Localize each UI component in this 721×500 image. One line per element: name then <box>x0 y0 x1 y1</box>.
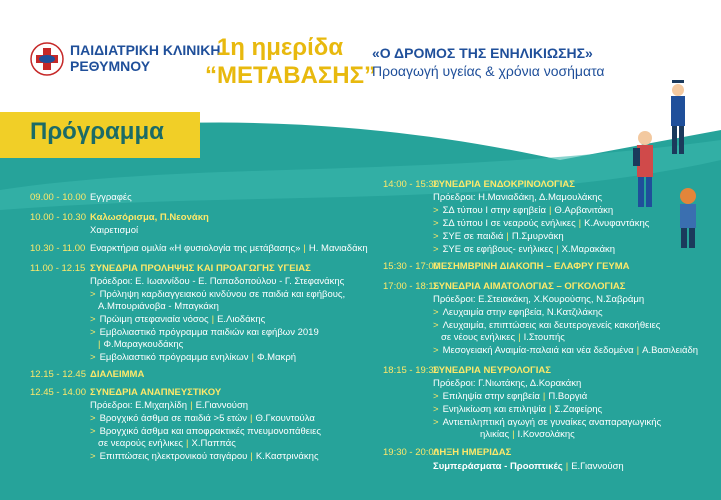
clinic-line2: ΡΕΘΥΜΝΟΥ <box>70 58 151 74</box>
event: Εναρκτήρια ομιλία «Η φυσιολογία της μετάβασης» <box>90 243 301 254</box>
schedule-row: 10.30 - 11.00 Εναρκτήρια ομιλία «Η φυσιολογία της μετάβασης» | Η. Μανιαδάκη <box>30 243 368 254</box>
talk-speaker: Π.Σμυρνάκη <box>511 231 564 242</box>
talk-speaker: Α.Μπουριάνοβα - Μπαγκάκη <box>98 301 219 312</box>
time: 14:00 - 15:30 <box>383 179 439 190</box>
talk-speaker: Ι.Στουπής <box>523 332 565 343</box>
event: Εγγραφές <box>90 192 132 203</box>
chairs: Πρόεδροι: Ε. Ιωαννίδου - Ε. Παπαδοπούλου - Γ. Στεφανάκης <box>90 276 345 287</box>
talk: > Πρώιμη στεφανιαία νόσος | Ε.Λιοδάκης <box>90 314 266 325</box>
talk: > Βρογχικό άσθμα και αποφρακτικές πνευμονοπάθειες <box>90 426 321 437</box>
talk: > ΣΔ τύπου Ι στην εφηβεία | Θ.Αρβανιτάκη <box>433 205 614 216</box>
talk-title: Πρόληψη καρδιαγγειακού κινδύνου σε παιδιά και εφήβους, <box>99 289 346 300</box>
session-title: ΣΥΝΕΔΡΙΑ ΝΕΥΡΟΛΟΓΙΑΣ <box>433 365 551 376</box>
talk-speaker: Χ.Μαρακάκη <box>561 244 616 255</box>
talk-title: Πρώιμη στεφανιαία νόσος <box>99 314 209 325</box>
talk-title: Ενηλικίωση και επιληψία <box>442 404 547 415</box>
session-title: ΣΥΝΕΔΡΙΑ ΑΙΜΑΤΟΛΟΓΙΑΣ – ΟΓΚΟΛΟΓΙΑΣ <box>433 281 626 292</box>
talk-cont: ηλικίας | Ι.Κονσολάκης <box>480 429 575 440</box>
time: 17:00 - 18:15 <box>383 281 439 292</box>
event: ΔΙΑΛΕΙΜΜΑ <box>90 369 145 380</box>
talk-cont: σε νέους ενήλικες | Ι.Στουπής <box>441 332 565 343</box>
talk: > ΣΥΕ σε παιδιά | Π.Σμυρνάκη <box>433 231 564 242</box>
event-theme <box>372 44 605 80</box>
students-illustration <box>600 70 721 270</box>
time: 18:15 - 19:30 <box>383 365 439 376</box>
program-title: Πρόγραμμα <box>30 118 164 145</box>
talk-speaker: Α.Βασιλειάδη <box>642 345 699 356</box>
talk-speaker: Κ.Καστρινάκης <box>255 451 319 462</box>
talk-title: Λευχαιμία, επιπτώσεις και δευτερογενείς κακοήθειες <box>442 320 661 331</box>
talk-speaker: Ε.Γιαννούση <box>571 461 624 472</box>
talk-speaker: Φ.Μακρή <box>256 352 297 363</box>
event: Καλωσόρισμα, Π.Νεονάκη <box>90 212 209 223</box>
schedule-row <box>383 260 630 273</box>
schedule-row <box>30 191 132 204</box>
speaker: Η. Μανιαδάκη <box>308 243 368 254</box>
time: 12.45 - 14.00 <box>30 387 86 398</box>
talk: > Λευχαιμία, επιπτώσεις και δευτερογενείς κακοήθειες <box>433 320 661 331</box>
talk: Συμπεράσματα - Προοπτικές | Ε.Γιαννούση <box>433 461 624 472</box>
event-title <box>205 34 377 90</box>
talk: > Επιπτώσεις ηλεκτρονικού τσιγάρου | Κ.Καστρινάκης <box>90 451 319 462</box>
time: 19:30 - 20:00 <box>383 447 439 458</box>
talk-title: Βρογχικό άσθμα σε παιδιά >5 ετών <box>99 413 248 424</box>
clinic-line1: ΠΑΙΔΙΑΤΡΙΚΗ ΚΛΙΝΙΚΗ <box>70 42 221 58</box>
theme-line2: Προαγωγή υγείας & χρόνια νοσήματα <box>372 63 605 79</box>
time: 09.00 - 10.00 <box>30 192 86 203</box>
time: 10.00 - 10.30 <box>30 212 86 223</box>
talk-speaker: Ε.Λιοδάκης <box>217 314 266 325</box>
schedule-row <box>383 178 575 191</box>
talk-speaker: Σ.Ζαφείρης <box>554 404 603 415</box>
talk-speaker: Π.Βοργιά <box>548 391 588 402</box>
event: ΜΕΣΗΜΒΡΙΝΗ ΔΙΑΚΟΠΗ – ΕΛΑΦΡΥ ΓΕΥΜΑ <box>433 261 630 272</box>
talk-speaker: Ι.Κονσολάκης <box>517 429 575 440</box>
talk: > Βρογχικό άσθμα σε παιδιά >5 ετών | Θ.Γκουντούλα <box>90 413 315 424</box>
talk-title: ΣΔ τύπου Ι σε νεαρούς ενήλικες <box>442 218 576 229</box>
time: 15:30 - 17:00 <box>383 261 439 272</box>
session-title: ΣΥΝΕΔΡΙΑ ΑΝΑΠΝΕΥΣΤΙΚΟΥ <box>90 387 222 398</box>
schedule-row <box>30 368 145 381</box>
session-title: ΣΥΝΕΔΡΙΑ ΕΝΔΟΚΡΙΝΟΛΟΓΙΑΣ <box>433 179 575 190</box>
theme-line1: «Ο ΔΡΟΜΟΣ ΤΗΣ ΕΝΗΛΙΚΙΩΣΗΣ» <box>372 45 593 61</box>
talk: > Πρόληψη καρδιαγγειακού κινδύνου σε παιδιά και εφήβους, <box>90 289 346 300</box>
talk: > ΣΔ τύπου Ι σε νεαρούς ενήλικες | Κ.Ανυφαντάκης <box>433 218 650 229</box>
talk-title: Αντιεπιληπτική αγωγή σε γυναίκες αναπαραγωγικής <box>442 417 662 428</box>
time: 12.15 - 12.45 <box>30 369 86 380</box>
event-line2: “ΜΕΤΑΒΑΣΗΣ” <box>205 62 377 89</box>
chairs: Πρόεδροι: Ε.Μιχαηλίδη | Ε.Γιαννούση <box>90 400 249 411</box>
chairs: Πρόεδροι: Γ.Νιωτάκης, Δ.Κορακάκη <box>433 378 582 389</box>
talk-title: Βρογχικό άσθμα και αποφρακτικές πνευμονοπάθειες <box>99 426 321 437</box>
chairs: Πρόεδροι: Ε.Στειακάκη, Χ.Κουρούσης, Ν.Σαβράμη <box>433 294 645 305</box>
talk-speaker: | Φ.Μαραγκουδάκης <box>98 339 184 350</box>
talk-speaker: Θ.Γκουντούλα <box>255 413 315 424</box>
time: 11.00 - 12.15 <box>30 263 86 274</box>
schedule-row <box>383 280 626 293</box>
talk-title: ΣΥΕ σε εφήβους- ενήλικες <box>442 244 554 255</box>
chairs: Πρόεδροι: Η.Μανιαδάκη, Δ.Μαμουλάκης <box>433 192 603 203</box>
talk-speaker: Κ.Ανυφαντάκης <box>584 218 650 229</box>
talk: > Επιληψία στην εφηβεία | Π.Βοργιά <box>433 391 588 402</box>
schedule-row <box>383 446 512 459</box>
hospital-logo <box>30 42 64 76</box>
talk-title: Επιληψία στην εφηβεία <box>442 391 540 402</box>
talk-title: ΣΔ τύπου Ι στην εφηβεία <box>442 205 546 216</box>
talk-title: ΣΥΕ σε παιδιά <box>442 231 504 242</box>
talk: > Ενηλικίωση και επιληψία | Σ.Ζαφείρης <box>433 404 603 415</box>
schedule-row <box>30 262 311 275</box>
talk-speaker: Θ.Αρβανιτάκη <box>554 205 614 216</box>
talk: > Εμβολιαστικό πρόγραμμα παιδιών και εφήβων 2019 <box>90 327 319 338</box>
talk: > ΣΥΕ σε εφήβους- ενήλικες | Χ.Μαρακάκη <box>433 244 616 255</box>
session-title: ΣΥΝΕΔΡΙΑ ΠΡΟΛΗΨΗΣ ΚΑΙ ΠΡΟΑΓΩΓΗΣ ΥΓΕΙΑΣ <box>90 263 311 274</box>
talk-title: Συμπεράσματα - Προοπτικές <box>433 461 563 472</box>
time: 10.30 - 11.00 <box>30 243 86 254</box>
talk: > Εμβολιαστικό πρόγραμμα ενηλίκων | Φ.Μακρή <box>90 352 297 363</box>
talk-title: Εμβολιαστικό πρόγραμμα ενηλίκων <box>99 352 249 363</box>
talk-title: Μεσογειακή Αναιμία-παλαιά και νέα δεδομένα <box>442 345 634 356</box>
event-sub: Χαιρετισμοί <box>90 225 139 236</box>
talk-title: Λευχαιμία στην εφηβεία, Ν.Κατζιλάκης <box>442 307 603 318</box>
schedule-row <box>30 386 222 399</box>
schedule-row <box>383 364 551 377</box>
event: ΛΗΞΗ ΗΜΕΡΙΔΑΣ <box>433 447 512 458</box>
clinic-name <box>70 42 220 74</box>
talk: > Μεσογειακή Αναιμία-παλαιά και νέα δεδομένα | Α.Βασιλειάδη <box>433 345 699 356</box>
event-line1: 1η ημερίδα <box>216 34 344 61</box>
talk-title: Εμβολιαστικό πρόγραμμα παιδιών και εφήβων 2019 <box>99 327 319 338</box>
schedule-row <box>30 211 209 224</box>
talk: > Λευχαιμία στην εφηβεία, Ν.Κατζιλάκης <box>433 307 603 318</box>
talk: > Αντιεπιληπτική αγωγή σε γυναίκες αναπαραγωγικής <box>433 417 662 428</box>
talk-speaker: Χ.Παππάς <box>191 438 236 449</box>
talk-title: Επιπτώσεις ηλεκτρονικού τσιγάρου <box>99 451 248 462</box>
talk-cont: σε νεαρούς ενήλικες | Χ.Παππάς <box>98 438 236 449</box>
